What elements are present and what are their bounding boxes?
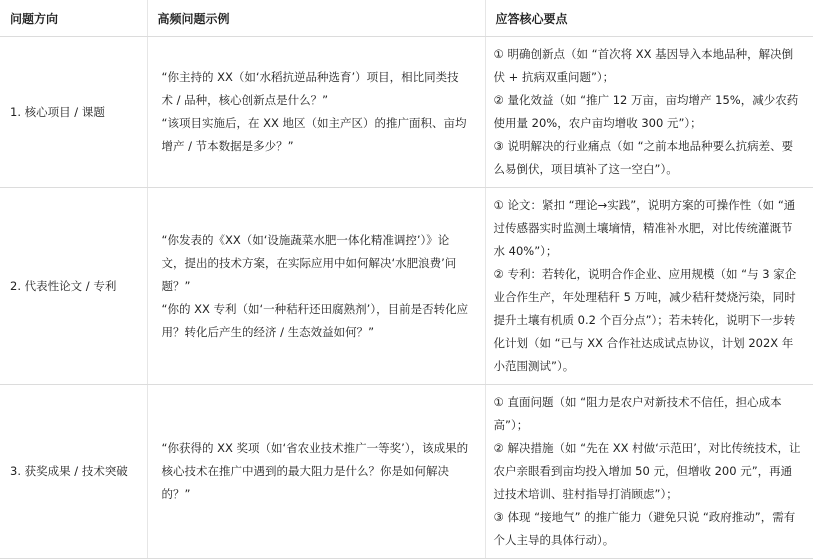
point-item: ① 明确创新点（如 “首次将 XX 基因导入本地品种，解决倒伏 + 抗病双重问题”）；: [493, 47, 794, 84]
point-item: ① 直面问题（如 “阻力是农户对新技术不信任，担心成本高”）；: [493, 395, 782, 432]
direction-cell: 2. 代表性论文 / 专利: [0, 188, 147, 385]
examples-cell: [147, 37, 485, 188]
point-item: ② 量化效益（如 “推广 12 万亩，亩均增产 15%，减少农药使用量 20%，农户亩均增收 300 元”）；: [493, 93, 799, 130]
point-item: ② 解决措施（如 “先在 XX 村做‘示范田’，对比传统技术，让农户亲眼看到亩均投入增加 50 元，但增收 200 元”，再通过技术培训、驻村指导打消顾虑”）；: [493, 441, 801, 501]
example-item: “你的 XX 专利（如‘一种秸秆还田腐熟剂’），目前是否转化应用？转化后产生的经济 / 生态效益如何？”: [161, 301, 469, 339]
table-header-row: [0, 0, 813, 37]
table-row: [0, 188, 813, 385]
example-item: “你发表的《XX（如‘设施蔬菜水肥一体化精准调控’）》论文，提出的技术方案，在实际应用中如何解决‘水肥浪费’问题？”: [161, 232, 457, 293]
header-examples: 高频问题示例: [147, 0, 485, 37]
example-item: “该项目实施后，在 XX 地区（如主产区）的推广面积、亩均增产 / 节本数据是多少？”: [161, 116, 467, 153]
points-cell: [485, 188, 813, 385]
examples-cell: [147, 188, 485, 385]
example-item: “你主持的 XX（如‘水稻抗逆品种选育’）项目，相比同类技术 / 品种，核心创新点是什么？”: [161, 70, 459, 107]
point-item: ③ 说明解决的行业痛点（如 “之前本地品种要么抗病差、要么易倒伏，项目填补了这一空白”）。: [493, 139, 794, 176]
direction-cell: 1. 核心项目 / 课题: [0, 37, 147, 188]
table-row: [0, 385, 813, 559]
points-cell: [485, 37, 813, 188]
header-direction: 问题方向: [0, 0, 147, 37]
point-item: ① 论文：紧扣 “理论→实践”，说明方案的可操作性（如 “通过传感器实时监测土壤墒情，精准补水肥，对比传统灌溉节水 40%”）；: [493, 198, 796, 258]
example-item: “你获得的 XX 奖项（如‘省农业技术推广一等奖’），该成果的核心技术在推广中遇到的最大阻力是什么？你是如何解决的？”: [161, 441, 469, 501]
direction-cell: 3. 获奖成果 / 技术突破: [0, 385, 147, 559]
point-item: ③ 体现 “接地气” 的推广能力（避免只说 “政府推动”，需有个人主导的具体行动）。: [493, 510, 796, 547]
point-item: ② 专利：若转化，说明合作企业、应用规模（如 “与 3 家企业合作生产，年处理秸秆 5 万吨，减少秸秆焚烧污染，同时提升土壤有机质 0.2 个百分点”）；若未转化，说明下一步转化计划（如 “已与 XX 合作社达成试点协议，计划 202X 年小范围测试”）。: [493, 267, 797, 373]
table-row: [0, 37, 813, 188]
points-cell: [485, 385, 813, 559]
header-points: 应答核心要点: [485, 0, 813, 37]
examples-cell: [147, 385, 485, 559]
